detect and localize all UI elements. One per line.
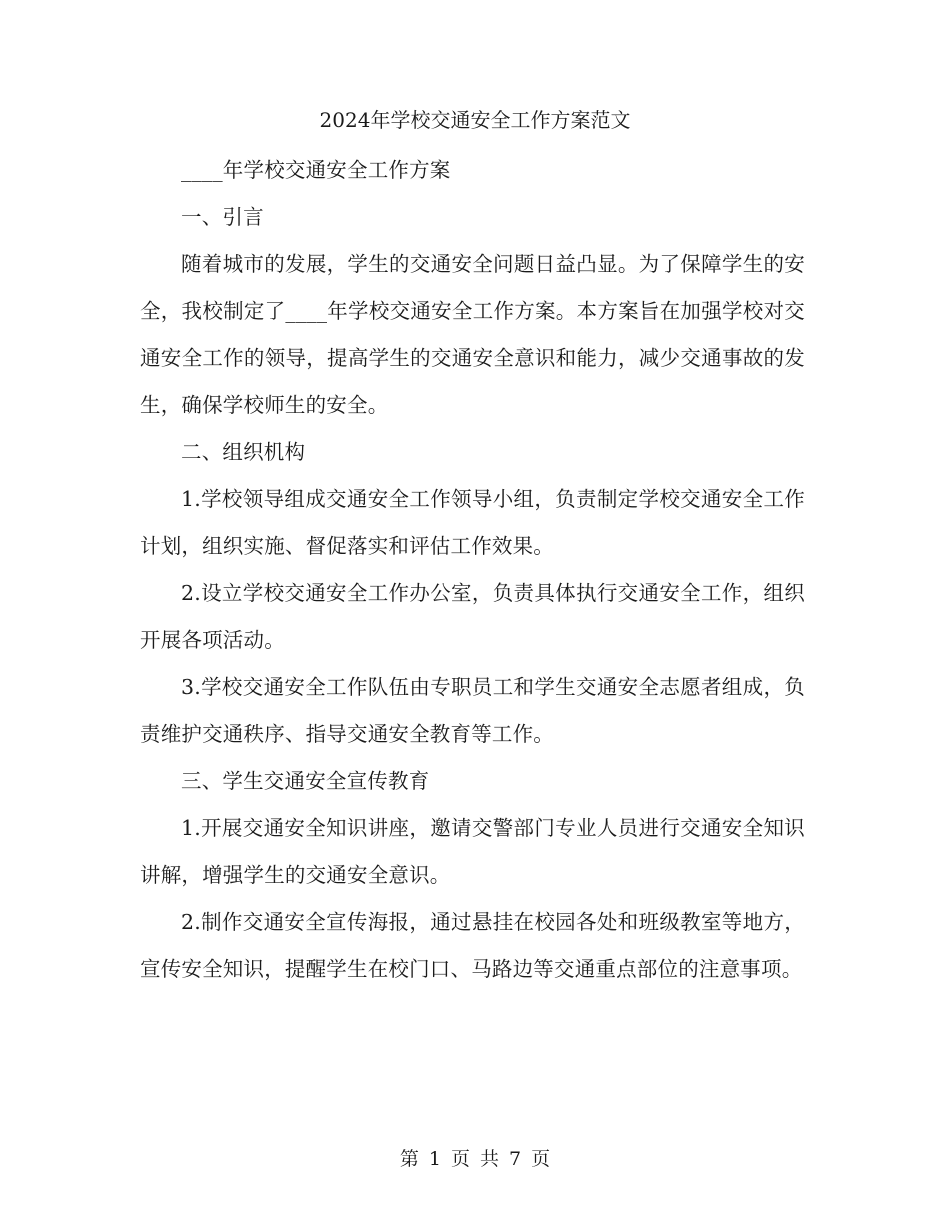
body-paragraph: 2.制作交通安全宣传海报，通过悬挂在校园各处和班级教室等地方，宣传安全知识，提醒学生在校门口、马路边等交通重点部位的注意事项。 (140, 910, 805, 981)
page-number-footer: 第 1 页 共 7 页 (399, 1148, 551, 1170)
section-heading-organization: 二、组织机构 (181, 440, 306, 464)
body-paragraph: 1.学校领导组成交通安全工作领导小组，负责制定学校交通安全工作计划，组织实施、督促落实和评估工作效果。 (140, 487, 805, 558)
body-paragraph: 3.学校交通安全工作队伍由专职员工和学生交通安全志愿者组成，负责维护交通秩序、指导交通安全教育等工作。 (140, 675, 805, 746)
body-paragraph: 2.设立学校交通安全工作办公室，负责具体执行交通安全工作，组织开展各项活动。 (140, 581, 805, 652)
subtitle-paragraph: ____年学校交通安全工作方案 (181, 158, 451, 182)
document-body (140, 147, 805, 993)
section-heading-introduction: 一、引言 (181, 205, 264, 229)
document-title: 2024年学校交通安全工作方案范文 (319, 108, 631, 132)
body-paragraph: 随着城市的发展，学生的交通安全问题日益凸显。为了保障学生的安全，我校制定了____年学校交通安全工作方案。本方案旨在加强学校对交通安全工作的领导，提高学生的交通安全意识和能力，减少交通事故的发生，确保学校师生的安全。 (140, 252, 805, 417)
section-heading-education: 三、学生交通安全宣传教育 (181, 769, 430, 793)
body-paragraph: 1.开展交通安全知识讲座，邀请交警部门专业人员进行交通安全知识讲解，增强学生的交通安全意识。 (140, 816, 805, 887)
